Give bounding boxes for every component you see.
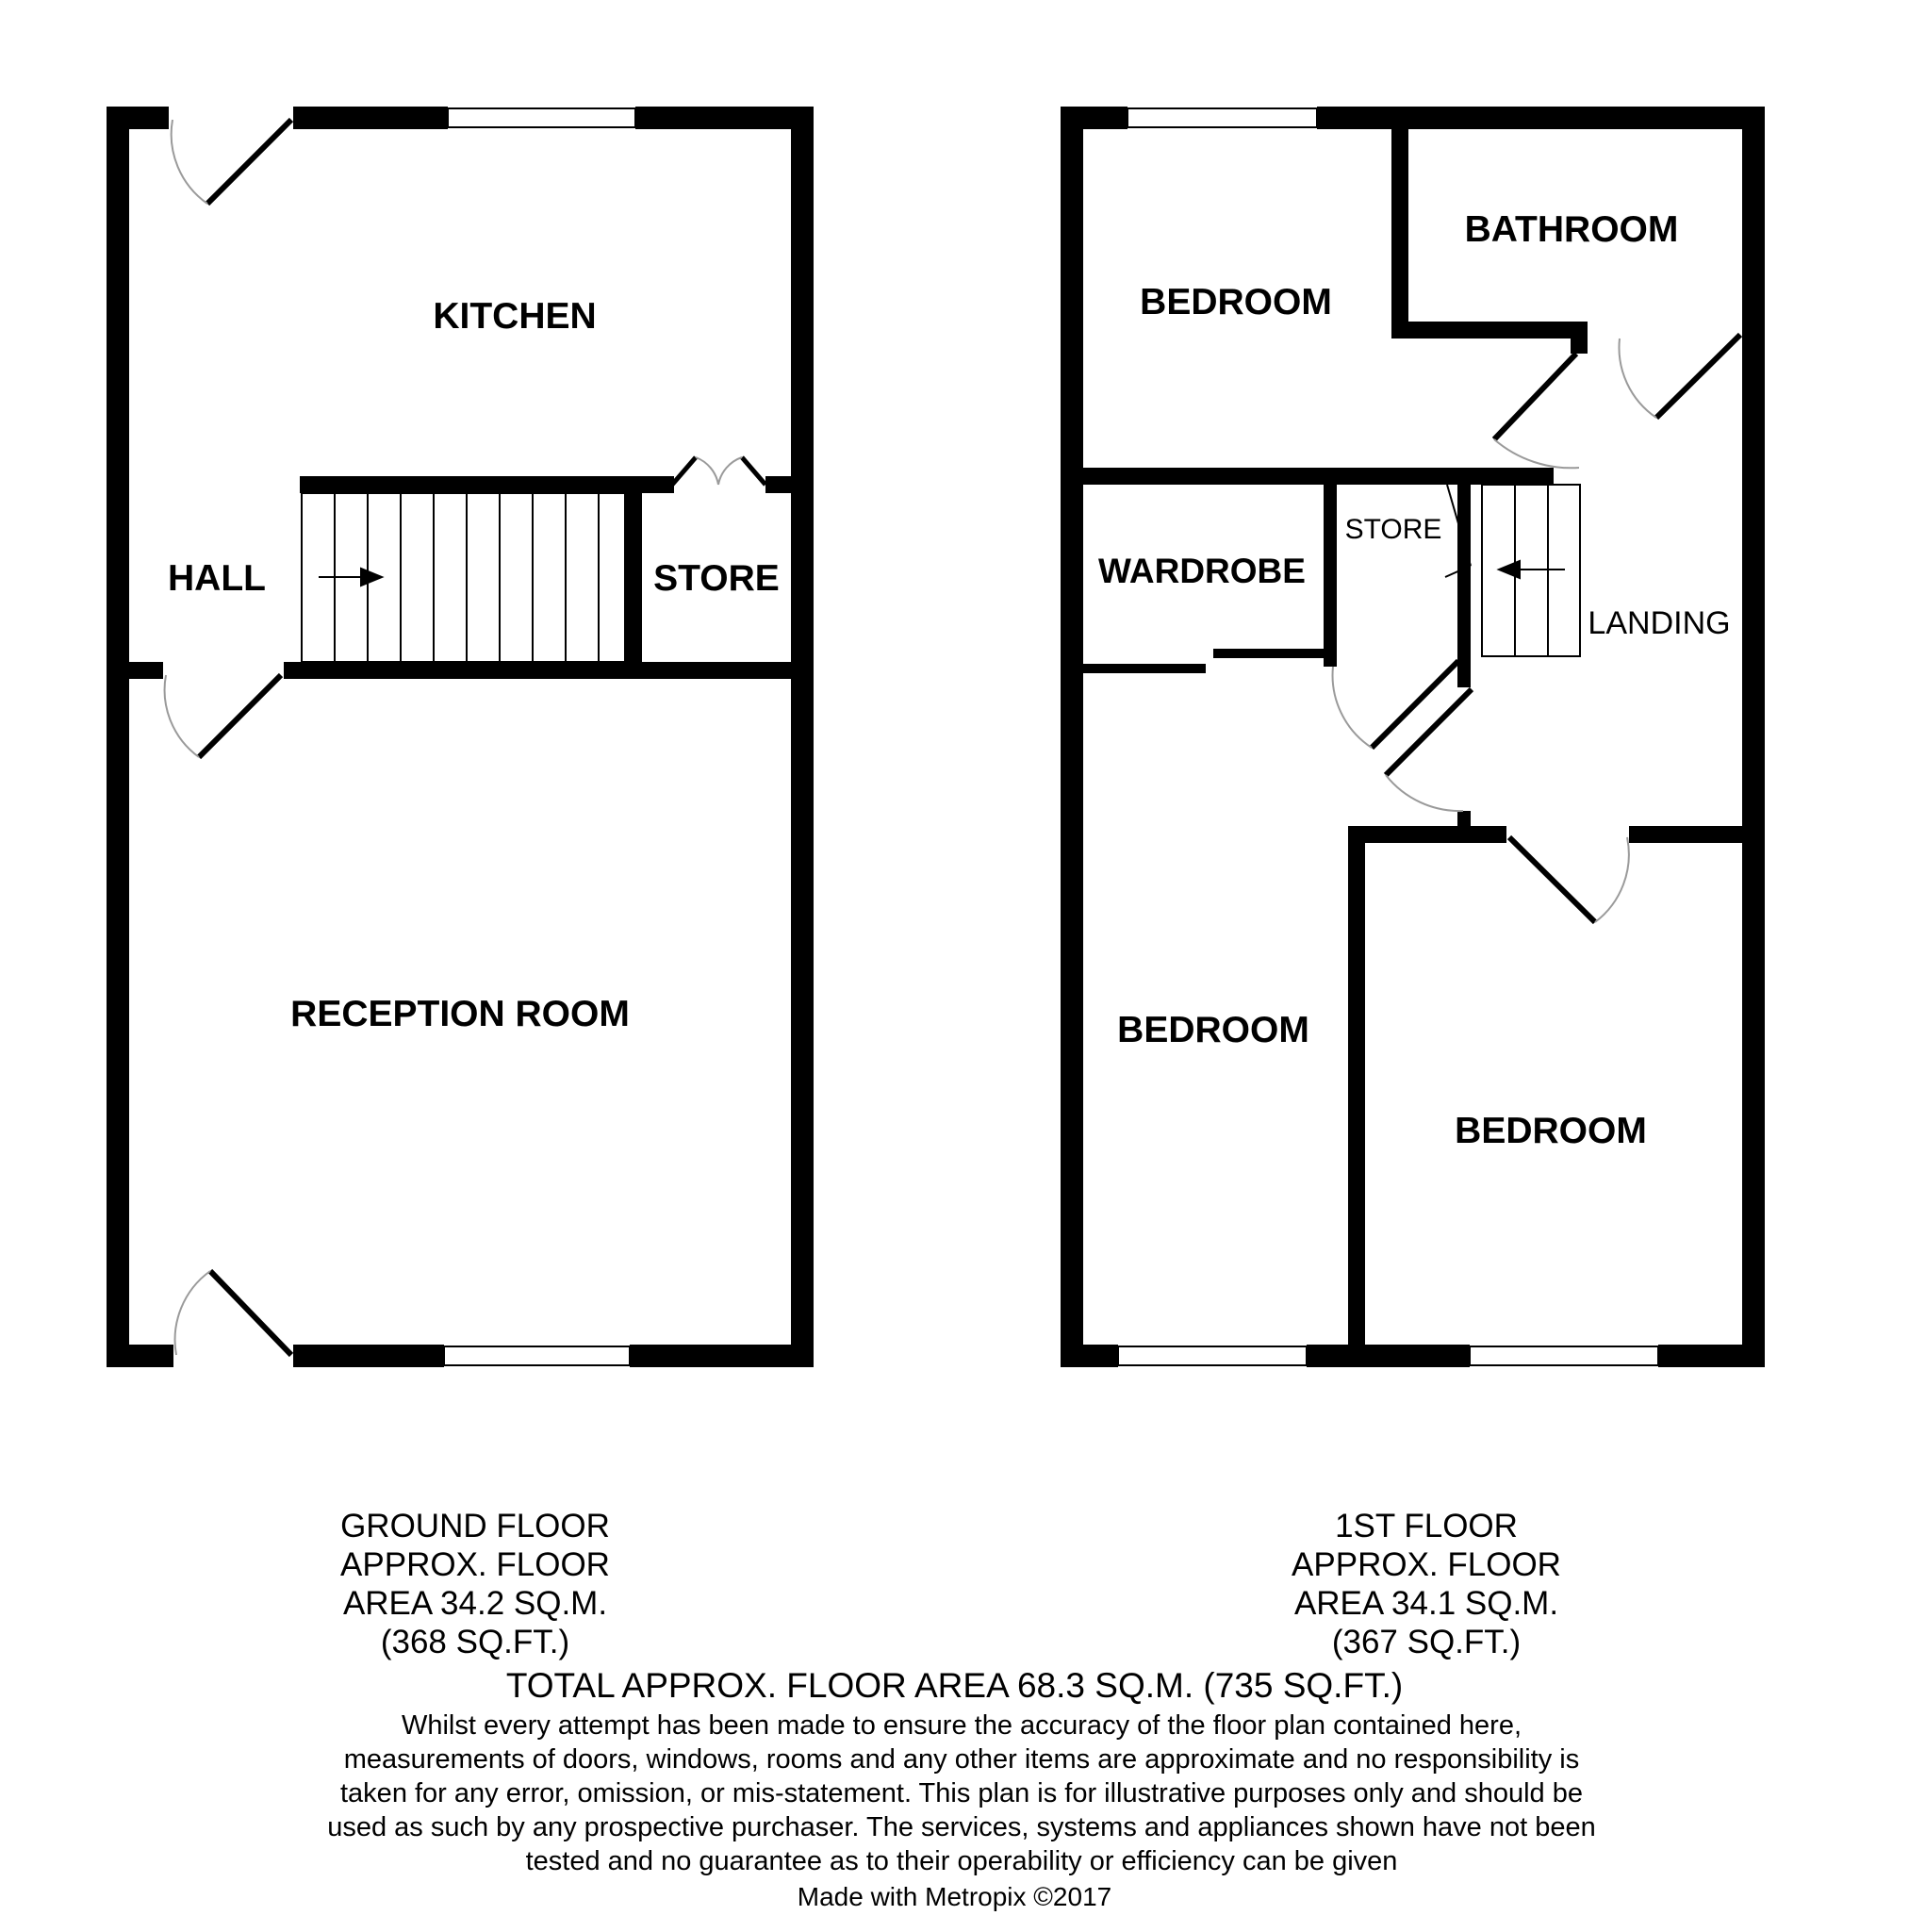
reception-window xyxy=(444,1346,630,1365)
back-door xyxy=(172,120,291,204)
caption-line: AREA 34.2 SQ.M. xyxy=(342,1585,608,1622)
caption-line: GROUND FLOOR xyxy=(340,1508,610,1544)
store-door xyxy=(1333,661,1458,748)
room-label-kitchen: KITCHEN xyxy=(433,296,597,337)
bedroom-1-window xyxy=(1127,108,1317,127)
stairs-arrow-icon xyxy=(1499,561,1520,578)
room-label-bathroom: BATHROOM xyxy=(1464,209,1679,250)
bathroom-door xyxy=(1619,335,1740,418)
caption-line: AREA 34.1 SQ.M. xyxy=(1293,1585,1559,1622)
caption-line: APPROX. FLOOR xyxy=(1292,1546,1561,1583)
stairs-arrow-icon xyxy=(361,569,382,586)
total-floor-area: TOTAL APPROX. FLOOR AREA 68.3 SQ.M. (735 SQ.FT.) xyxy=(505,1666,1404,1705)
ground-floor-caption xyxy=(287,1507,664,1661)
credit-text: Made with Metropix ©2017 xyxy=(797,1882,1112,1911)
room-label-bedroom-2: BEDROOM xyxy=(1117,1010,1309,1050)
disclaimer-text: Whilst every attempt has been made to ensure the accuracy of the floor plan contained here, measurements of doors, windows, rooms and any other items are approximate and no responsibility is taken for any error, omission, or mis-statement. This plan is for illustrative purposes only and should be used as such by any prospective purchaser. The services, systems and appliances shown have not been tested and no guarantee as to their operability or efficiency can be given xyxy=(327,1710,1596,1876)
first-floor-plan xyxy=(1061,107,1765,1367)
bedroom-3-window xyxy=(1470,1346,1658,1365)
ground-floor-stairs xyxy=(302,493,625,662)
caption-line: APPROX. FLOOR xyxy=(340,1546,610,1583)
kitchen-window xyxy=(448,108,635,127)
bedroom-3-door xyxy=(1509,837,1629,922)
caption-line: 1ST FLOOR xyxy=(1335,1508,1518,1544)
first-floor-caption xyxy=(1238,1507,1615,1661)
ground-floor-plan xyxy=(107,107,814,1367)
reception-door xyxy=(165,675,281,757)
room-label-reception-room: RECEPTION ROOM xyxy=(290,994,630,1034)
room-label-hall: HALL xyxy=(168,558,266,599)
caption-line: (368 SQ.FT.) xyxy=(380,1624,570,1660)
front-door xyxy=(175,1271,291,1355)
bedroom-2-door xyxy=(1386,689,1472,811)
room-label-store: STORE xyxy=(1344,514,1442,545)
bedroom-1-door xyxy=(1494,354,1579,468)
room-label-wardrobe: WARDROBE xyxy=(1098,552,1306,590)
room-label-store: STORE xyxy=(653,558,780,599)
caption-line: (367 SQ.FT.) xyxy=(1331,1624,1522,1660)
store-double-door xyxy=(672,457,765,485)
bedroom-2-window xyxy=(1118,1346,1307,1365)
room-label-landing: LANDING xyxy=(1588,605,1731,641)
room-label-bedroom-3: BEDROOM xyxy=(1455,1111,1647,1151)
room-label-bedroom-1: BEDROOM xyxy=(1140,282,1332,322)
